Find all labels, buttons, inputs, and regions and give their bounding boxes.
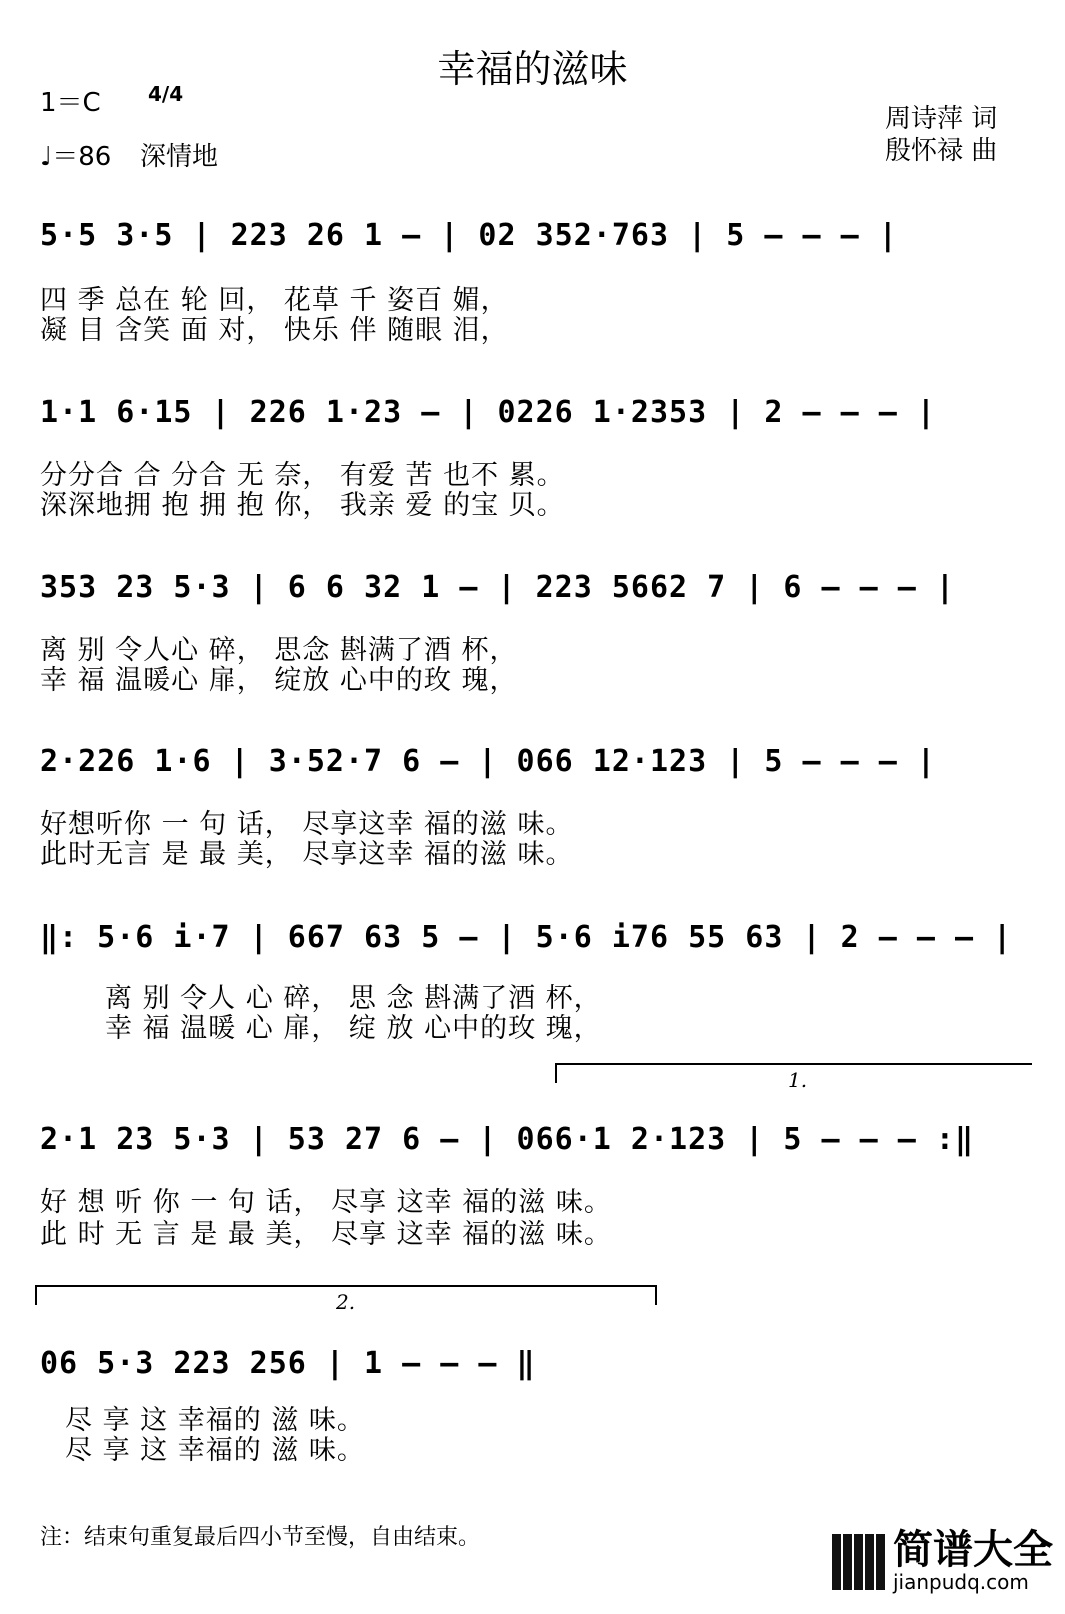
staff-7-notes: 06 5·3 223 256 | 1 — — — ‖ [40, 1346, 536, 1381]
site-logo[interactable] [832, 1527, 1053, 1594]
song-title: 幸福的滋味 [437, 47, 628, 91]
staff-1-notes: 5·5 3·5 | 223 26 1 — | 02 352·763 | 5 — — — | [40, 218, 898, 253]
staff-3-notes: 353 23 5·3 | 6 6 32 1 — | 223 5662 7 | 6 — — — | [40, 570, 955, 605]
staff-5-notes: ‖: 5·6 i·7 | 667 63 5 — | 5·6 i76 55 63 | 2 — — — | [40, 920, 1013, 955]
staff-2-lyrics-verse-1: 分分合 合 分合 无 奈， 有爱 苦 也不 累。 [40, 460, 565, 491]
staff-6-notes: 2·1 23 5·3 | 53 27 6 — | 066·1 2·123 | 5 — — — :‖ [40, 1122, 975, 1157]
time-signature: 4/4 [148, 82, 184, 106]
staff-2-lyrics-verse-2: 深深地拥 抱 拥 抱 你， 我亲 爱 的宝 贝。 [40, 490, 565, 521]
key-signature: 1＝C [40, 88, 101, 118]
staff-1-lyrics-verse-1: 四 季 总在 轮 回， 花草 千 姿百 媚， [40, 285, 509, 316]
logo-url: jianpudq.com [893, 1570, 1029, 1594]
staff-2-notes: 1·1 6·15 | 226 1·23 — | 0226 1·2353 | 2 — — — | [40, 395, 936, 430]
staff-4-lyrics-verse-2: 此时无言 是 最 美， 尽享这幸 福的滋 味。 [40, 839, 574, 870]
staff-1-lyrics-verse-2: 凝 目 含笑 面 对， 快乐 伴 随眼 泪， [40, 315, 509, 346]
staff-3-lyrics-verse-2: 幸 福 温暖心 扉， 绽放 心中的玫 瑰， [40, 665, 518, 696]
piano-keys-icon [832, 1534, 885, 1590]
logo-name: 简谱大全 [893, 1527, 1053, 1573]
expression-mark: 深情地 [140, 142, 219, 172]
staff-7-lyrics-verse-2: 尽 享 这 幸福的 滋 味。 [65, 1435, 365, 1466]
lyricist-credit: 周诗萍 词 [885, 104, 998, 134]
staff-5-lyrics-verse-2: 幸 福 温暖 心 扉， 绽 放 心中的玫 瑰， [105, 1013, 602, 1044]
staff-6-lyrics-verse-2: 此 时 无 言 是 最 美， 尽享 这幸 福的滋 味。 [40, 1219, 612, 1250]
volta-2-label: 2. [336, 1290, 356, 1314]
composer-credit: 殷怀禄 曲 [885, 136, 998, 166]
footnote: 注：结束句重复最后四小节至慢，自由结束。 [40, 1525, 481, 1550]
staff-7-lyrics-verse-1: 尽 享 这 幸福的 滋 味。 [65, 1405, 365, 1436]
staff-4-notes: 2·226 1·6 | 3·52·7 6 — | 066 12·123 | 5 — — — | [40, 744, 936, 779]
tempo-mark: ♩＝86 [40, 142, 112, 172]
staff-4-lyrics-verse-1: 好想听你 一 句 话， 尽享这幸 福的滋 味。 [40, 809, 574, 840]
volta-1-label: 1. [788, 1068, 808, 1092]
staff-6-lyrics-verse-1: 好 想 听 你 一 句 话， 尽享 这幸 福的滋 味。 [40, 1187, 612, 1218]
staff-5-lyrics-verse-1: 离 别 令人 心 碎， 思 念 斟满了酒 杯， [105, 983, 602, 1014]
staff-3-lyrics-verse-1: 离 别 令人心 碎， 思念 斟满了酒 杯， [40, 635, 518, 666]
